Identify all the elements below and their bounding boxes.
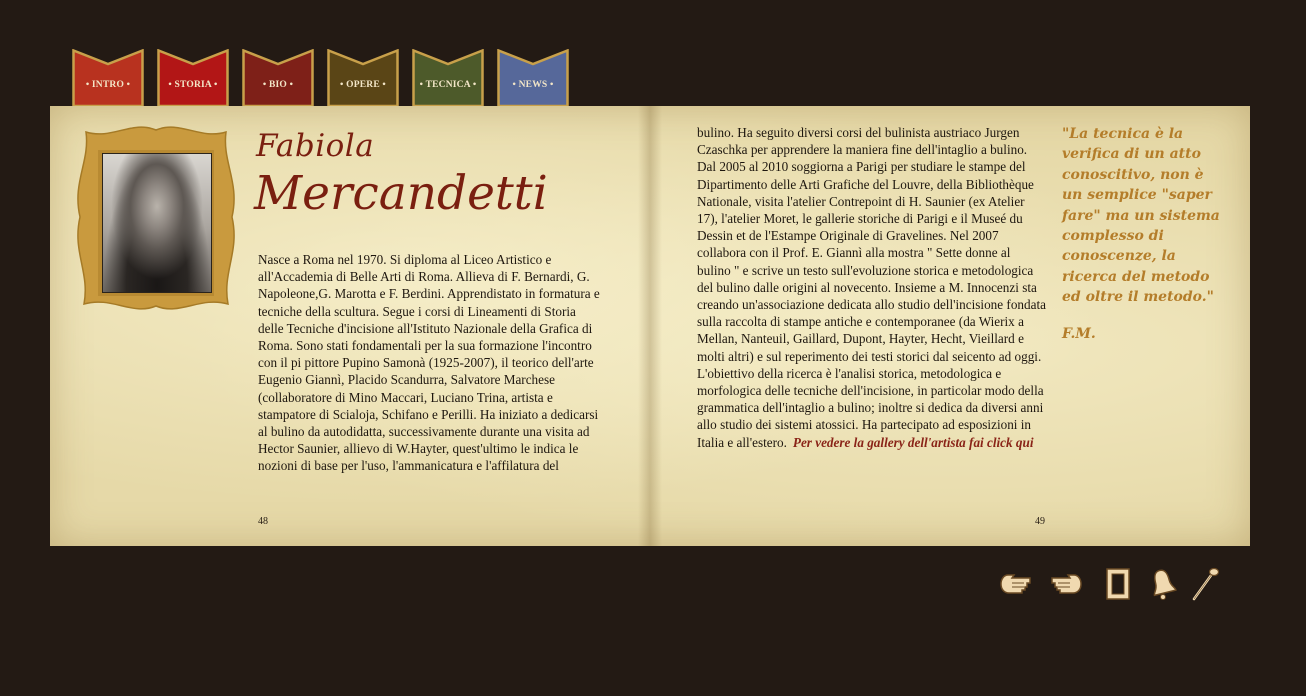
ribbon-shape [242,49,314,107]
nav-tab-storia-label: • STORIA • [168,80,218,90]
nav-tab-intro[interactable] [72,49,144,107]
ribbon-shape [327,49,399,107]
ribbon-shape [412,49,484,107]
ribbon-shape [497,49,569,107]
nav-tab-opere-label: • OPERE • [340,80,386,90]
open-book [50,106,1250,546]
ribbon-shape [72,49,144,107]
pointing-hand-right-icon[interactable] [1050,566,1084,602]
nav-tab-opere[interactable] [327,49,399,107]
nav-tab-tecnica-label: • TECNICA • [419,80,477,90]
nav-tab-intro-label: • INTRO • [85,80,131,90]
nav-tab-news-label: • NEWS • [512,80,554,90]
quote-author: F.M. [1062,326,1096,342]
pointing-hand-left-icon[interactable] [998,566,1032,602]
page-number-right: 49 [1035,516,1045,527]
quote-text: "La tecnica è la verifica di un atto conoscitivo, non è un semplice "saper fare" ma un sistema complesso di conoscenze, la ricerca del metodo ed oltre il metodo." [1062,126,1220,306]
nav-tab-bio[interactable] [242,49,314,107]
frame-icon[interactable] [1104,566,1132,602]
page-number-left: 48 [258,516,268,527]
artist-photo [102,153,212,293]
burin-icon[interactable] [1190,566,1220,602]
nav-tab-tecnica[interactable] [412,49,484,107]
left-page-text: Nasce a Roma nel 1970. Si diploma al Liceo Artistico e all'Accademia di Belle Arti di Roma. Allieva di F. Bernardi, G. Napoleone,G. Marotta e F. Berdini. Apprendistato in formatura e tecniche della scultura. Segue i corsi di Lineamenti di Storia delle Tecniche d'incisione all'Istituto Nazionale della Grafica di Roma. Sono stati fondamentali per la sua formazione l'incontro con il pi pittore Pupino Samonà (1925-2007), il teorico dell'arte Eugenio Giannì, Placido Scandurra, Salvatore Marchese (collaboratore di Mino Maccari, Luciano Trina, artista e stampatore di Scialoja, Schifano e Perilli. Ha iniziato a dedicarsi al bulino da autodidatta, successivamente durante una visita ad Hector Saunier, allievo di W.Hayter, quest'ultimo le indica le nozioni di base per l'uso, l'ammanicatura e l'affilatura del [258,252,600,474]
nav-tab-bio-label: • BIO • [262,80,294,90]
book-spine [638,106,662,546]
right-page-text-block [697,124,1047,451]
right-page-text: bulino. Ha seguito diversi corsi del bulinista austriaco Jurgen Czaschka per apprendere la maniera fine dell'intaglio a bulino. Dal 2005 al 2010 soggiorna a Parigi per studiare le stampe del Dipartimento delle Arti Grafiche del Louvre, della Bibliothèque Nationale, visita l'atelier Contrepoint di H. Saunier (ex Atelier 17), l'atelier Moret, le gallerie storiche di Parigi e il Museé du Dessin et de l'Estampe Originale di Gravelines. Nel 2007 collabora con il Prof. E. Giannì alla mostra " Sette donne al bulino " e scrive un testo sull'evoluzione storica e metodologica del bulino dalle origini al novecento. Insieme a M. Innocenzi sta creando un'associazione dedicata allo studio dell'incisione fondata sulla raccolta di stampe antiche e contemporanee (da Wierix a Mellan, Nanteuil, Gaillard, Dupont, Hayter, Hecht, Vieillard e molti altri) e sul reperimento dei testi storici dal seicento ad oggi. L'obiettivo della ricerca è l'analisi storica, metodologica e morfologica delle tecniche dell'incisione, in particolar modo della grammatica dell'intaglio a bulino; inoltre si dedica da diversi anni allo studio dei sistemi atossici. Ha partecipato ad esposizioni in Italia e all'estero. [697,125,1046,450]
nav-tab-news[interactable] [497,49,569,107]
nav-tab-storia[interactable] [157,49,229,107]
ribbon-shape [157,49,229,107]
artist-first-name: Fabiola [256,128,375,164]
gallery-link[interactable]: Per vedere la gallery dell'artista fai click qui [792,434,1034,450]
bell-icon[interactable] [1148,566,1178,602]
artist-last-name: Mercandetti [254,166,548,221]
